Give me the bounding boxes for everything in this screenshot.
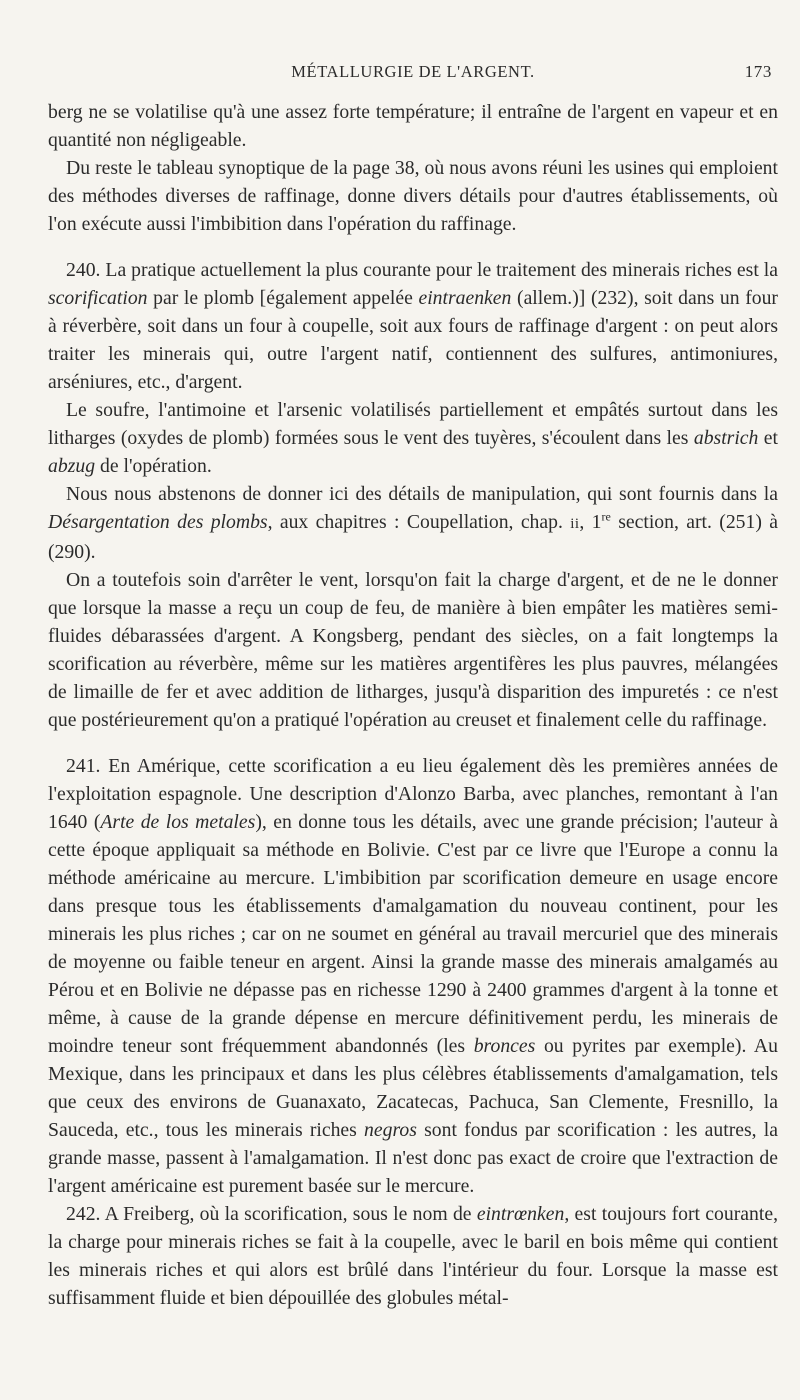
main-text — [48, 98, 778, 1312]
paragraph-synoptic-table: Du reste le tableau synoptique de la page 38, où nous avons réuni les usines qui emploient des méthodes diverses de raffinage, donne divers détails pour d'autres établissements, où l'on exécute aussi l'imbibition dans l'opération du raffinage. — [48, 157, 778, 235]
section-240: 240. La pratique actuellement la plus courante pour le traitement des minerais riches est la scorification par le plomb [également appelée eintraenken (allem.)] (232), soit dans un four à réverbère, soit dans un four à coupelle, soit aux fours de raffinage d'argent : on peut alors traiter les minerais qui, outre l'argent natif, contiennent des sulfures, antimoniures, arséniures, etc., d'argent. — [48, 259, 778, 393]
paragraph-manipulation-details: Nous nous abstenons de donner ici des détails de manipulation, qui sont fournis dans la Désargentation des plombs, aux chapitres : Coupellation, chap. ii, 1re section, art. (251) à (290). — [48, 483, 779, 563]
section-242: 242. A Freiberg, où la scorification, sous le nom de eintrœnken, est toujours fort courante, la charge pour minerais riches se fait à la coupelle, avec le baril en bois même qui contient les minerais riches et qui alors est brûlé dans l'intérieur du four. Lorsque la masse est suffisamment fluide et bien dépouillée des globules métal- — [48, 1203, 778, 1309]
paragraph-kongsberg: On a toutefois soin d'arrêter le vent, lorsqu'on fait la charge d'argent, et de ne le donner que lorsque la masse a reçu un coup de feu, de manière à bien empâter les matières semi-fluides débarassées d'argent. A Kongsberg, pendant des siècles, on a fait longtemps la scorification au réverbère, même sur les matières argentifères les plus pauvres, mélangées de limaille de fer et avec addition de litharges, jusqu'à disparition des impuretés : ce n'est que postérieurement qu'on a pratiqué l'opération au creuset et finalement celle du raffinage. — [48, 569, 778, 731]
section-241: 241. En Amérique, cette scorification a eu lieu également dès les premières années de l'exploitation espagnole. Une description d'Alonzo Barba, avec planches, remontant à l'an 1640 (Arte de los metales), en donne tous les détails, avec une grande précision; l'auteur à cette époque appliquait sa méthode en Bolivie. C'est par ce livre que l'Europe a connu la méthode américaine au mercure. L'imbibition par scorification demeure en usage encore dans presque tous les établissements d'amalgamation du nouveau continent, pour les minerais les plus riches ; car on ne soumet en général au travail mercuriel que des minerais de moyenne ou faible teneur en argent. Ainsi la grande masse des minerais amalgamés au Pérou et en Bolivie ne dépasse pas en richesse 1290 à 2400 grammes d'argent à la tonne et même, à cause de la grande dépense en mercure définitivement perdu, les minerais de moindre teneur sont fréquemment abandonnés (les bronces ou pyrites par exemple). Au Mexique, dans les principaux et dans les plus célèbres établissements d'amalgamation, tels que ceux des environs de Guanaxato, Zacatecas, Pachuca, San Clemente, Fresnillo, la Sauceda, etc., tous les minerais riches negros sont fondus par scorification : les autres, la grande masse, passent à l'amalgamation. Il n'est donc pas exact de croire que l'extraction de l'argent américaine est purement basée sur le mercure. — [48, 755, 778, 1197]
page-header — [48, 62, 778, 86]
paragraph-sulfur-antimony: Le soufre, l'antimoine et l'arsenic volatilisés partiellement et empâtés surtout dans les litharges (oxydes de plomb) formées sous le vent des tuyères, s'écoulent dans les abstrich et abzug de l'opération. — [48, 399, 779, 477]
page-number: 173 — [744, 62, 772, 81]
paragraph-continuation: berg ne se volatilise qu'à une assez forte température; il entraîne de l'argent en vapeur et en quantité non négligeable. — [48, 101, 778, 151]
running-title: MÉTALLURGIE DE L'ARGENT. — [291, 62, 535, 81]
